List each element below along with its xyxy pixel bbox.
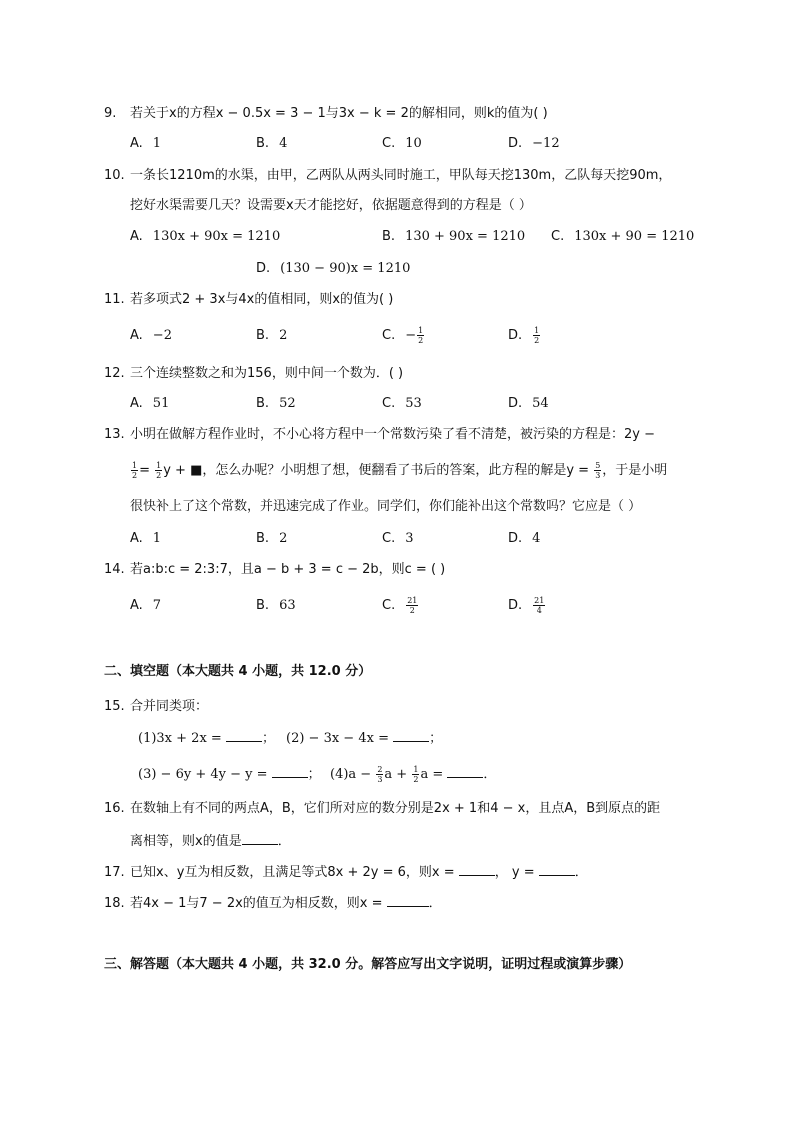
question-number: 12. — [104, 366, 125, 381]
answer-blank — [447, 764, 483, 778]
question-number: 16. — [104, 801, 125, 816]
question-text-line1: 小明在做解方程作业时，不小心将方程中一个常数污染了看不清楚，被污染的方程是：2y − — [130, 427, 655, 442]
question-15-part-1: (1)3x + 2x = ； — [138, 728, 275, 749]
question-18: 18. 若4x − 1与7 − 2x的值互为相反数，则x = ． — [104, 893, 704, 914]
question-10 — [104, 166, 704, 186]
question-number: 14. — [104, 562, 125, 577]
option-b: B. 52 — [256, 396, 296, 411]
option-d: D. $\frac{1}{2}$ — [508, 326, 540, 345]
question-12 — [104, 364, 704, 384]
option-a: A. 7 — [130, 598, 162, 613]
section-solve-title: 三、解答题（本大题共 4 小题，共 32.0 分。解答应写出文字说明，证明过程或演算步骤） — [104, 957, 632, 972]
answer-blank — [459, 862, 495, 876]
section-fill-in-title: 二、填空题（本大题共 4 小题，共 12.0 分） — [104, 664, 372, 679]
option-b: B. 2 — [256, 531, 288, 546]
question-16 — [104, 799, 704, 819]
question-number: 17. — [104, 865, 125, 880]
option-d: D. (130 − 90)x = 1210 — [256, 261, 411, 276]
answer-blank — [242, 831, 278, 845]
question-15-part-4: (4)a − $\frac{2}{3}$ a + $\frac{1}{2}$ a = ． — [330, 765, 497, 784]
question-number: 13. — [104, 427, 125, 442]
question-text: 若多项式2 + 3x与4x的值相同，则x的值为( ) — [130, 292, 394, 307]
question-9 — [104, 104, 704, 124]
question-text: 若a:b:c = 2:3:7，且a − b + 3 = c − 2b，则c = ( ) — [130, 562, 446, 577]
option-c: C. $\frac{21}{2}$ — [382, 596, 418, 615]
question-13 — [104, 425, 704, 445]
question-text-line2: 离相等，则x的值是 ． — [130, 831, 291, 852]
question-text-line2: $\frac{1}{2}$ = $\frac{1}{2}$ y + ■，怎么办呢？小明想了想，便翻看了书后的答案，此方程的解是y = $\frac{5}{3}$ ，于是小明 — [132, 461, 668, 480]
option-c: C. 53 — [382, 396, 422, 411]
option-d: D. $\frac{21}{4}$ — [508, 596, 545, 615]
answer-blank — [393, 728, 429, 742]
question-number: 18. — [104, 896, 125, 911]
option-c: C. 10 — [382, 136, 422, 151]
option-a: A. 51 — [130, 396, 170, 411]
question-number: 15. — [104, 699, 125, 714]
question-text: 合并同类项： — [130, 699, 209, 714]
question-15-part-2: (2) − 3x − 4x = ； — [286, 728, 442, 749]
option-a: A. 130x + 90x = 1210 — [130, 229, 281, 244]
option-c: C. 3 — [382, 531, 414, 546]
question-17: 17. 已知x、y互为相反数，且满足等式8x + 2y = 6，则x = ， y = ． — [104, 862, 704, 883]
question-text-line1: 在数轴上有不同的两点A，B，它们所对应的数分别是2x + 1和4 − x，且点A，B到原点的距 — [130, 801, 661, 816]
option-b: B. 2 — [256, 328, 288, 343]
option-a: A. 1 — [130, 531, 162, 546]
option-d: D. 4 — [508, 531, 541, 546]
question-text-line1: 一条长1210m的水渠，由甲，乙两队从两头同时施工，甲队每天挖130m，乙队每天挖90m， — [130, 168, 672, 183]
option-b: B. 130 + 90x = 1210 — [382, 229, 526, 244]
option-c: C. 130x + 90 = 1210 — [551, 229, 695, 244]
question-text: 若关于x的方程x − 0.5x = 3 − 1与3x − k = 2的解相同，则k的值为( ) — [130, 106, 548, 121]
question-number: 11. — [104, 292, 125, 307]
question-number: 9. — [104, 106, 117, 121]
question-number: 10. — [104, 168, 125, 183]
answer-blank — [387, 893, 429, 907]
question-text-line3: 很快补上了这个常数，并迅速完成了作业。同学们，你们能补出这个常数吗？它应是（ ） — [130, 499, 642, 514]
question-14 — [104, 560, 704, 580]
option-b: B. 4 — [256, 136, 288, 151]
question-15 — [104, 697, 704, 717]
question-text: 三个连续整数之和为156，则中间一个数为．( ) — [130, 366, 404, 381]
question-text-line2: 挖好水渠需要几天？设需要x天才能挖好，依据题意得到的方程是（ ） — [130, 198, 532, 213]
option-a: A. −2 — [130, 328, 172, 343]
option-c: C. − $\frac{1}{2}$ — [382, 326, 424, 345]
option-b: B. 63 — [256, 598, 296, 613]
answer-blank — [539, 862, 575, 876]
option-d: D. −12 — [508, 136, 560, 151]
option-d: D. 54 — [508, 396, 549, 411]
answer-blank — [226, 728, 262, 742]
question-11 — [104, 290, 704, 310]
question-15-part-3: (3) − 6y + 4y − y = ； — [138, 764, 321, 785]
answer-blank — [272, 764, 308, 778]
option-a: A. 1 — [130, 136, 162, 151]
